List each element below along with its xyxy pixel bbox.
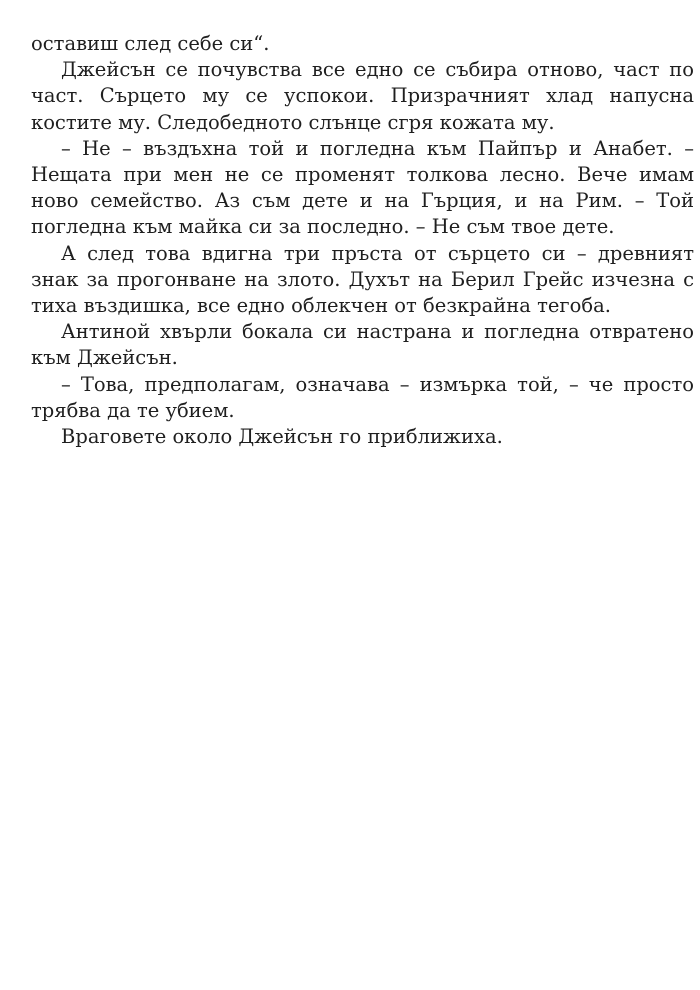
paragraph-jason-speaks: – Не – въздъхна той и погледна към Пайпър и Анабет. – Нещата при мен не се променят толкова лесно. Вече имам ново семейство. Аз съм дете и на Гърция, и на Рим. – Той погледна към майка си за последно. – Не съм твое дете. xyxy=(31,136,694,239)
paragraph-continuation: оставиш след себе си“. xyxy=(31,32,270,55)
paragraph-banishing-sign: А след това вдигна три пръста от сърцето си – древният знак за прогонване на злото. Духът на Берил Грейс изчезна с тиха въздишка, все едно облекчен от безкрайна тегоба. xyxy=(31,241,694,318)
paragraph-enemies-close-in: Враговете около Джейсън го приближиха. xyxy=(61,425,503,449)
paragraph-threat: – Това, предполагам, означава – измърка той, – че просто трябва да те убием. xyxy=(31,372,694,422)
paragraph-jason-recovers: Джейсън се почувства все едно се събира отново, част по част. Сърцето му се успокои. Призрачният хлад напусна костите му. Следобедното слънце сгря кожата му. xyxy=(31,58,694,134)
paragraph-antinous: Антиной хвърли бокала си настрана и погледна отвратено към Джейсън. xyxy=(31,320,694,370)
page-text xyxy=(31,31,694,450)
